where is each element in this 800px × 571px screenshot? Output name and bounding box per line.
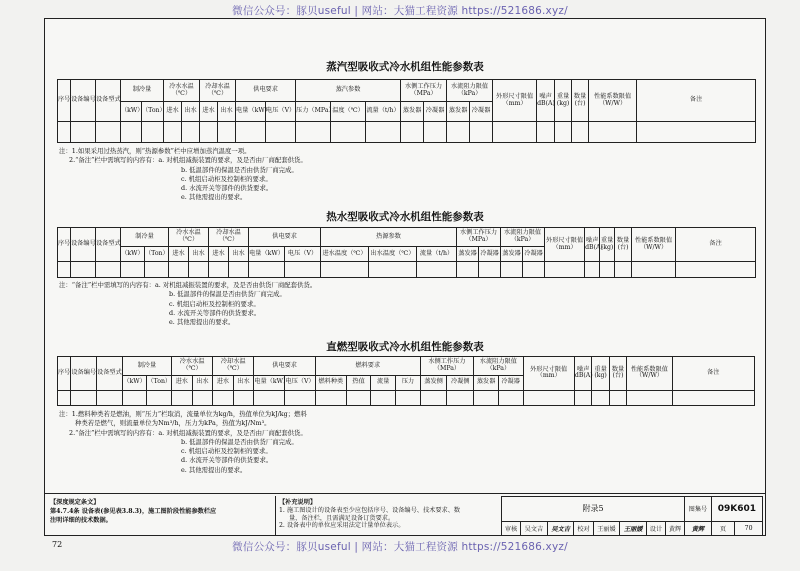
designer-name: 黄辉	[666, 521, 685, 535]
direct-notes: 注：1.燃料种类若是燃油，则“压力”栏取消，流量单位为kg/h，热值单位为kJ/kg；燃料 种类若是燃气，则流量单位为Nm³/h，压力为kPa，热值为kJ/Nm³。 2.“备注”栏中需填写的内容有：a. 对机组减振装置的要求，及是否由厂商配套供货。 b. 低温部件的保温是否由供货厂商完成。 c. 机组启动柜及控制柜的要求。 d. 水流开关等部件的供货要求。 e. 其他需提出的要求。	[59, 410, 307, 474]
col-equip-type: 设备型式	[97, 357, 123, 391]
footer-strip	[45, 493, 765, 538]
depth-rule-box: 【深度规定条文】 第4.7.4条 设备表(参见表3.8.3)，施工图阶段性能参数栏应 注明详细的技术数据。	[50, 499, 217, 524]
sub-pressure: 压力	[396, 375, 421, 390]
col-cop: 性能系数限值（W/W）	[627, 357, 672, 391]
col-cop: 性能系数限值（W/W）	[589, 80, 637, 122]
check-label: 校对	[574, 521, 593, 535]
col-capacity: 制冷量	[121, 228, 169, 247]
col-equip-type: 设备型式	[96, 80, 121, 122]
sub-evaporator: 蒸发器	[447, 102, 470, 122]
reviewer-name: 吴文吉	[521, 521, 548, 535]
hotwater-table	[57, 227, 756, 278]
col-remark: 备注	[637, 80, 756, 122]
col-cooling-temp: 冷却水温（℃）	[213, 357, 254, 376]
sub-flow: 流量	[371, 375, 396, 390]
sub-evaporator: 蒸发器	[457, 246, 479, 262]
col-no: 序号	[58, 80, 71, 122]
col-weight: 重量(kg)	[600, 228, 615, 262]
sub-condenser: 冷凝器	[479, 246, 501, 262]
sub-out: 出水	[192, 375, 213, 390]
col-chilled-temp: 冷水水温（℃）	[169, 228, 209, 247]
sub-temperature: 温度（℃）	[331, 102, 366, 122]
appendix-label: 附录5	[502, 497, 685, 522]
sub-out: 出水	[233, 375, 254, 390]
sub-voltage: 电压（V）	[285, 246, 321, 262]
sub-evaporator: 蒸发器	[501, 246, 523, 262]
checker-signature: 王丽媛	[620, 521, 647, 535]
design-label: 设计	[646, 521, 665, 535]
sub-kw: （kW）	[121, 102, 142, 122]
col-cooling-temp: 冷却水温（℃）	[200, 80, 236, 102]
sub-cond-side: 冷凝侧	[447, 375, 474, 390]
sub-heat-value: 热值	[346, 375, 371, 390]
sub-ton: （Ton）	[147, 375, 172, 390]
sub-kw: （kW）	[121, 246, 145, 262]
direct-table	[57, 356, 755, 406]
sub-out: 出水	[182, 102, 200, 122]
col-noise: 噪声dB(A)	[574, 357, 591, 391]
sub-inlet-temp: 进水温度（℃）	[321, 246, 369, 262]
sub-in: 进水	[209, 246, 229, 262]
checker-name: 王丽媛	[593, 521, 620, 535]
col-qty: 数量(台)	[572, 80, 589, 122]
col-qty: 数量(台)	[615, 228, 632, 262]
supplement-box: 【补充说明】 1. 施工图设计的设备表至少应包括序号、设备编号、技术要求、数 量、备注栏，且需满足设备订货要求。 2. 设备表中的单位应采用法定计量单位表示。	[275, 496, 499, 536]
col-flow-resistance: 水流阻力限值（kPa）	[447, 80, 493, 102]
designer-signature: 黄辉	[685, 521, 712, 535]
atlas-no-label: 图集号	[685, 497, 712, 522]
steam-table-title: 蒸汽型吸收式冷水机组性能参数表	[326, 61, 484, 73]
col-power: 供电要求	[236, 80, 296, 102]
sub-out: 出水	[189, 246, 209, 262]
hotwater-table-title: 热水型吸收式冷水机组性能参数表	[326, 211, 484, 223]
sub-out: 出水	[218, 102, 236, 122]
col-no: 序号	[58, 357, 71, 391]
col-heat-source: 热源参数	[321, 228, 457, 247]
sub-outlet-temp: 出水温度（℃）	[369, 246, 417, 262]
sub-evaporator: 蒸发器	[401, 102, 424, 122]
col-qty: 数量(台)	[609, 357, 626, 391]
sub-power-kw: 电量（kW）	[249, 246, 285, 262]
col-water-pressure: 水侧工作压力（MPa）	[420, 357, 473, 376]
col-power: 供电要求	[254, 357, 316, 376]
col-equip-no: 设备编号	[71, 228, 96, 262]
col-dimensions: 外形尺寸限值（mm）	[493, 80, 537, 122]
col-remark: 备注	[676, 228, 756, 262]
col-no: 序号	[58, 228, 71, 262]
sub-flow: 流量（t/h）	[417, 246, 457, 262]
hotwater-notes: 注：“备注”栏中需填写的内容有：a. 对机组减振装置的要求，及是否由供货厂商配套供货。 b. 低温部件的保温是否由供货厂商完成。 c. 机组启动柜及控制柜的要求。 d. 水流开关等部件的供货要求。 e. 其他需提出的要求。	[59, 281, 317, 327]
sub-power-kw: 电量（kW）	[236, 102, 266, 122]
sub-out: 出水	[229, 246, 249, 262]
sub-kw: （kW）	[122, 375, 147, 390]
drawing-frame	[44, 18, 766, 536]
col-capacity: 制冷量	[122, 357, 171, 376]
col-power: 供电要求	[249, 228, 321, 247]
col-flow-resistance: 水流阻力限值（kPa）	[501, 228, 545, 247]
col-water-pressure: 水侧工作压力（MPa）	[457, 228, 501, 247]
col-cooling-temp: 冷却水温（℃）	[209, 228, 249, 247]
col-fuel: 燃料要求	[315, 357, 420, 376]
sub-condenser: 冷凝器	[523, 246, 545, 262]
sub-ton: （Ton）	[145, 246, 169, 262]
watermark-bottom: 微信公众号：豚贝useful | 网站：大猫工程资源 https://521686.xyz/	[232, 541, 568, 553]
sub-fuel-type: 燃料种类	[315, 375, 346, 390]
sub-in: 进水	[200, 102, 218, 122]
sub-condenser: 冷凝器	[470, 102, 493, 122]
col-dimensions: 外形尺寸限值（mm）	[523, 357, 574, 391]
sub-pressure: 压力（MPa）	[296, 102, 331, 122]
col-noise: 噪声dB(A)	[537, 80, 555, 122]
col-weight: 重量(kg)	[592, 357, 609, 391]
title-block	[501, 496, 763, 536]
col-noise: 噪声dB(A)	[585, 228, 600, 262]
page-number: 72	[52, 540, 63, 549]
col-equip-no: 设备编号	[71, 357, 97, 391]
steam-notes: 注：1.如果采用过热蒸汽，则“热源参数”栏中应增加蒸汽温度一项。 2.“备注”栏中需填写的内容有：a. 对机组减振装置的要求，及是否由厂商配套供货。 b. 低温部件的保温是否由供货厂商完成。 c. 机组启动柜及控制柜的要求。 d. 水流开关等部件的供货要求。 e. 其他需提出的要求。	[59, 147, 307, 202]
col-water-pressure: 水侧工作压力（MPa）	[401, 80, 447, 102]
col-flow-resistance: 水流阻力限值（kPa）	[474, 357, 523, 376]
sub-in: 进水	[164, 102, 182, 122]
steam-table	[57, 79, 756, 143]
col-steam-param: 蒸汽参数	[296, 80, 401, 102]
sub-voltage: 电压（V）	[285, 375, 316, 390]
direct-table-title: 直燃型吸收式冷水机组性能参数表	[326, 341, 484, 353]
review-label: 审核	[502, 521, 521, 535]
sub-condenser: 冷凝器	[424, 102, 447, 122]
sub-power-kw: 电量（kW）	[254, 375, 285, 390]
sub-in: 进水	[169, 246, 189, 262]
col-weight: 重量(kg)	[555, 80, 572, 122]
col-cop: 性能系数限值（W/W）	[632, 228, 676, 262]
col-chilled-temp: 冷水水温（℃）	[164, 80, 200, 102]
sub-in: 进水	[213, 375, 234, 390]
col-equip-type: 设备型式	[96, 228, 121, 262]
sub-flow: 流量（t/h）	[366, 102, 401, 122]
sub-condenser: 冷凝器	[498, 375, 523, 390]
sub-voltage: 电压（V）	[266, 102, 296, 122]
col-equip-no: 设备编号	[71, 80, 96, 122]
col-dimensions: 外形尺寸限值（mm）	[545, 228, 585, 262]
reviewer-signature: 吴文吉	[547, 521, 574, 535]
watermark-top: 微信公众号：豚贝useful | 网站：大猫工程资源 https://521686.xyz/	[232, 5, 568, 17]
col-remark: 备注	[672, 357, 754, 391]
col-capacity: 制冷量	[121, 80, 164, 102]
col-chilled-temp: 冷水水温（℃）	[172, 357, 213, 376]
atlas-no: 09K601	[711, 497, 762, 522]
page-label: 页	[711, 521, 734, 535]
sub-ton: （Ton）	[142, 102, 164, 122]
sub-evaporator: 蒸发器	[474, 375, 499, 390]
sub-evap-side: 蒸发侧	[420, 375, 447, 390]
sub-in: 进水	[172, 375, 193, 390]
page-no: 70	[735, 521, 763, 535]
